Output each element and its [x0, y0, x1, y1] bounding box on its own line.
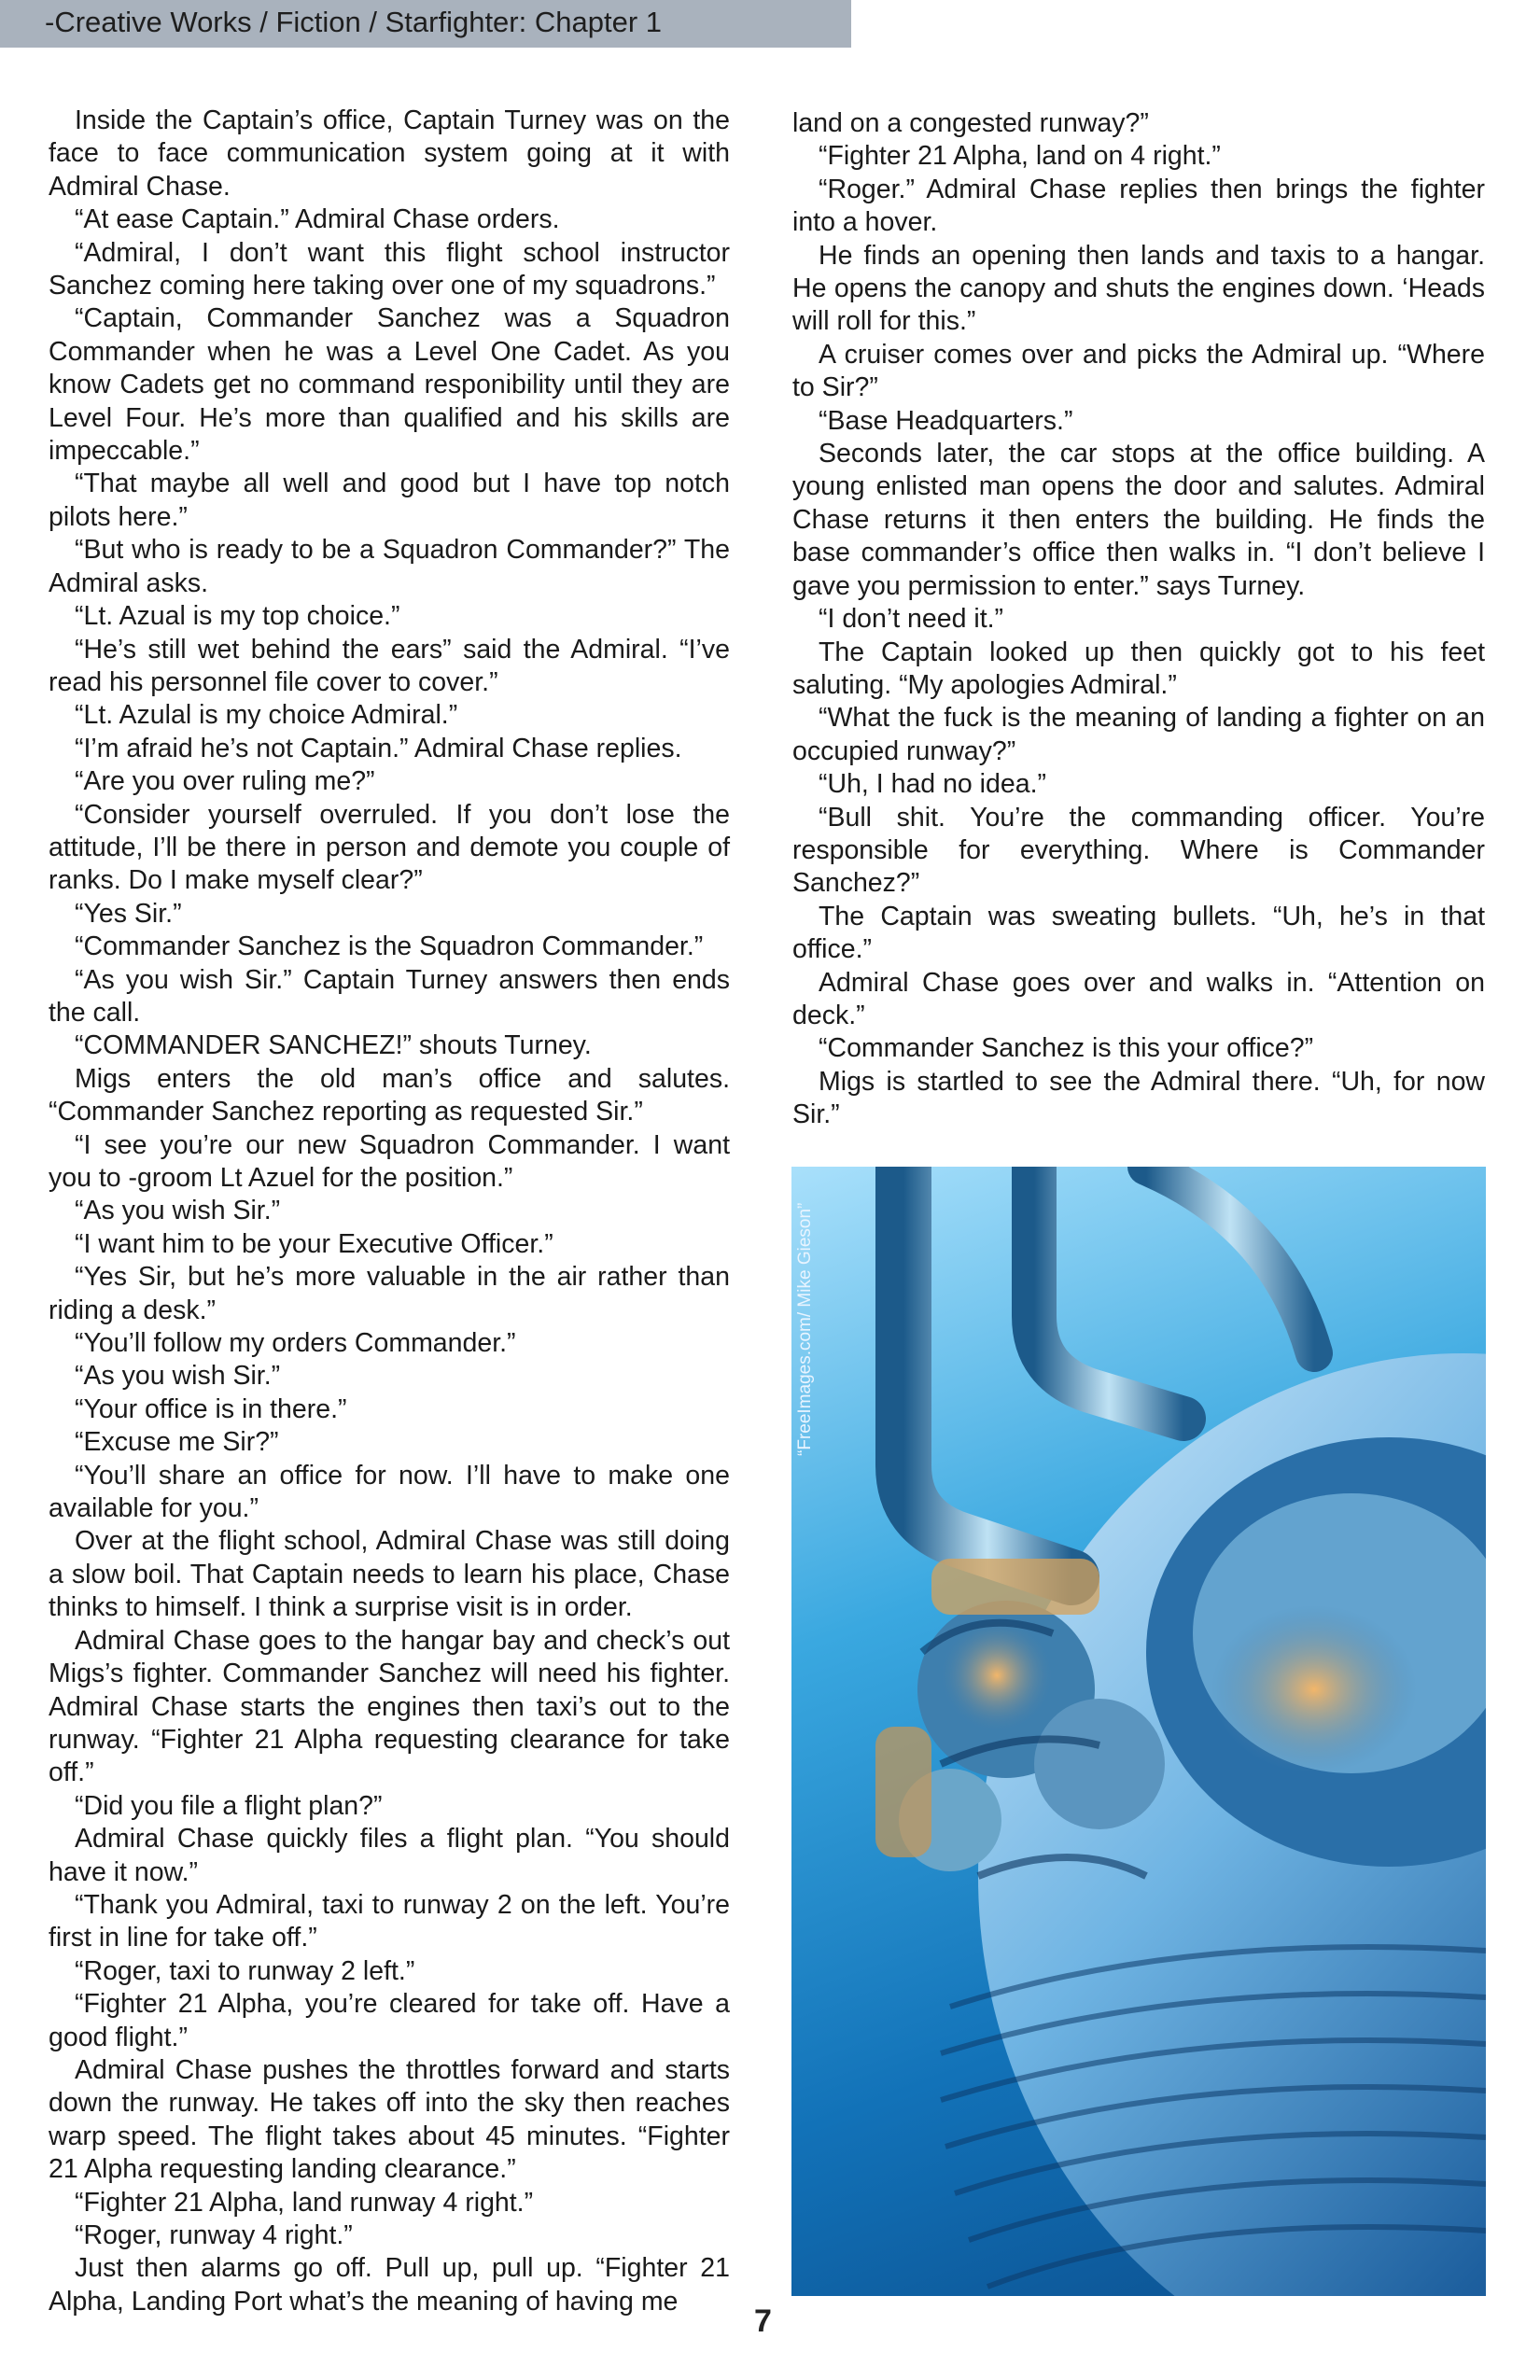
paragraph: “Excuse me Sir?” [75, 1427, 279, 1458]
paragraph: “As you wish Sir.” [75, 1361, 281, 1392]
paragraph: Migs is startled to see the Admiral there. “Uh, for now Sir.” [792, 1066, 1485, 1130]
paragraph: “Roger, runway 4 right.” [75, 2220, 353, 2250]
photo-credit: “FreeImages.com/ Mike Gieson” [795, 1202, 815, 1456]
paragraph: “Captain, Commander Sanchez was a Squadron Commander when he was a Level One Cadet. As you know Cadets get no command responibility until they are Level Four. He’s more than qualified and his skills are impeccable.” [49, 303, 730, 467]
article-column-right [792, 107, 1485, 1132]
rocket-engine-illustration [791, 1167, 1486, 2296]
header-bar [0, 0, 851, 48]
paragraph: “Your office is in there.” [75, 1393, 347, 1424]
paragraph: “Thank you Admiral, taxi to runway 2 on the left. You’re first in line for take off.” [49, 1889, 730, 1953]
paragraph: Over at the flight school, Admiral Chase was still doing a slow boil. That Captain needs to learn his place, Chase thinks to himself. I think a surprise visit is in order. [49, 1526, 730, 1623]
oxidizer-pipe [1034, 1167, 1183, 1419]
paragraph: “Commander Sanchez is this your office?” [819, 1033, 1314, 1064]
paragraph: The Captain looked up then quickly got to his feet saluting. “My apologies Admiral.” [792, 637, 1485, 700]
paragraph: “Lt. Azulal is my choice Admiral.” [75, 700, 458, 731]
article-column-left [49, 105, 730, 2318]
paragraph: “Consider yourself overruled. If you don’t lose the attitude, I’ll be there in person and demote you couple of ranks. Do I make myself clear?” [49, 799, 730, 896]
paragraph: “But who is ready to be a Squadron Commander?” The Admiral asks. [49, 535, 730, 598]
paragraph: Admiral Chase quickly files a flight plan. “You should have it now.” [49, 1824, 730, 1887]
paragraph: “Fighter 21 Alpha, you’re cleared for take off. Have a good flight.” [49, 1989, 730, 2052]
paragraph: “Uh, I had no idea.” [819, 769, 1046, 800]
paragraph: “Fighter 21 Alpha, land runway 4 right.” [75, 2187, 534, 2218]
paragraph: “Lt. Azual is my top choice.” [75, 601, 400, 632]
paragraph: He finds an opening then lands and taxis to a hangar. He opens the canopy and shuts the engines down. ‘Heads will roll for this.” [792, 240, 1485, 337]
paragraph: “As you wish Sir.” Captain Turney answers then ends the call. [49, 964, 730, 1028]
paragraph: “Bull shit. You’re the commanding officer. You’re responsible for everything. Where is Commander Sanchez?” [792, 802, 1485, 899]
breadcrumb: -Creative Works / Fiction / Starfighter: Chapter 1 [45, 6, 662, 38]
paragraph: “As you wish Sir.” [75, 1196, 281, 1226]
paragraph: “He’s still wet behind the ears” said the Admiral. “I’ve read his personnel file cover to cover.” [49, 634, 730, 697]
paragraph: “Admiral, I don’t want this flight school instructor Sanchez coming here taking over one of my squadrons.” [49, 237, 730, 301]
rocket-engine-photo [791, 1167, 1486, 2296]
paragraph: “Commander Sanchez is the Squadron Commander.” [75, 931, 704, 962]
paragraph: “Yes Sir.” [75, 898, 182, 929]
paragraph: “At ease Captain.” Admiral Chase orders. [75, 204, 560, 235]
paragraph: “Did you file a flight plan?” [75, 1790, 383, 1821]
paragraph: Admiral Chase goes over and walks in. “Attention on deck.” [792, 967, 1485, 1030]
paragraph: “Fighter 21 Alpha, land on 4 right.” [819, 141, 1221, 172]
paragraph: Admiral Chase pushes the throttles forward and starts down the runway. He takes off into the sky then reaches warp speed. The flight takes about 45 minutes. “Fighter 21 Alpha requesting landing clearance.” [49, 2054, 730, 2185]
paragraph: “You’ll follow my orders Commander.” [75, 1328, 516, 1359]
paragraph: Seconds later, the car stops at the office building. A young enlisted man opens the door and salutes. Admiral Chase returns it then enters the building. He finds the base commander’s office then walks in. “I don’t believe I gave you permission to enter.” says Turney. [792, 439, 1485, 601]
paragraph: “I see you’re our new Squadron Commander. I want you to -groom Lt Azuel for the position.” [49, 1129, 730, 1193]
paragraph: “I want him to be your Executive Officer.” [75, 1228, 553, 1259]
paragraph: “I’m afraid he’s not Captain.” Admiral Chase replies. [75, 733, 682, 763]
paragraph: The Captain was sweating bullets. “Uh, he’s in that office.” [792, 901, 1485, 965]
paragraph: Just then alarms go off. Pull up, pull up. “Fighter 21 Alpha, Landing Port what’s the meaning of having me [49, 2253, 730, 2317]
paragraph: A cruiser comes over and picks the Admiral up. “Where to Sir?” [792, 339, 1485, 403]
paragraph: “Roger.” Admiral Chase replies then brings the fighter into a hover. [792, 174, 1485, 238]
page-number: 7 [754, 2303, 772, 2339]
paragraph: “You’ll share an office for now. I’ll have to make one available for you.” [49, 1460, 730, 1524]
paragraph: “That maybe all well and good but I have top notch pilots here.” [49, 469, 730, 532]
paragraph: “Roger, taxi to runway 2 left.” [75, 1955, 415, 1986]
paragraph: Admiral Chase goes to the hangar bay and check’s out Migs’s fighter. Commander Sanchez will need his fighter. Admiral Chase starts the engines then taxi’s out to the runway. “Fighter 21 Alpha requesting clearance for take off.” [49, 1625, 730, 1788]
paragraph: Migs enters the old man’s office and salutes. “Commander Sanchez reporting as requested Sir.” [49, 1063, 730, 1127]
paragraph: “Yes Sir, but he’s more valuable in the air rather than riding a desk.” [49, 1262, 730, 1325]
paragraph: “Are you over ruling me?” [75, 766, 375, 797]
paragraph-continuation: land on a congested runway?” [792, 108, 1149, 138]
paragraph: Inside the Captain’s office, Captain Turney was on the face to face communication system going at it with Admiral Chase. [49, 105, 730, 202]
paragraph: “COMMANDER SANCHEZ!” shouts Turney. [75, 1030, 592, 1061]
paragraph: “I don’t need it.” [819, 604, 1004, 635]
paragraph: “What the fuck is the meaning of landing a fighter on an occupied runway?” [792, 703, 1485, 766]
paragraph: “Base Headquarters.” [819, 405, 1073, 436]
